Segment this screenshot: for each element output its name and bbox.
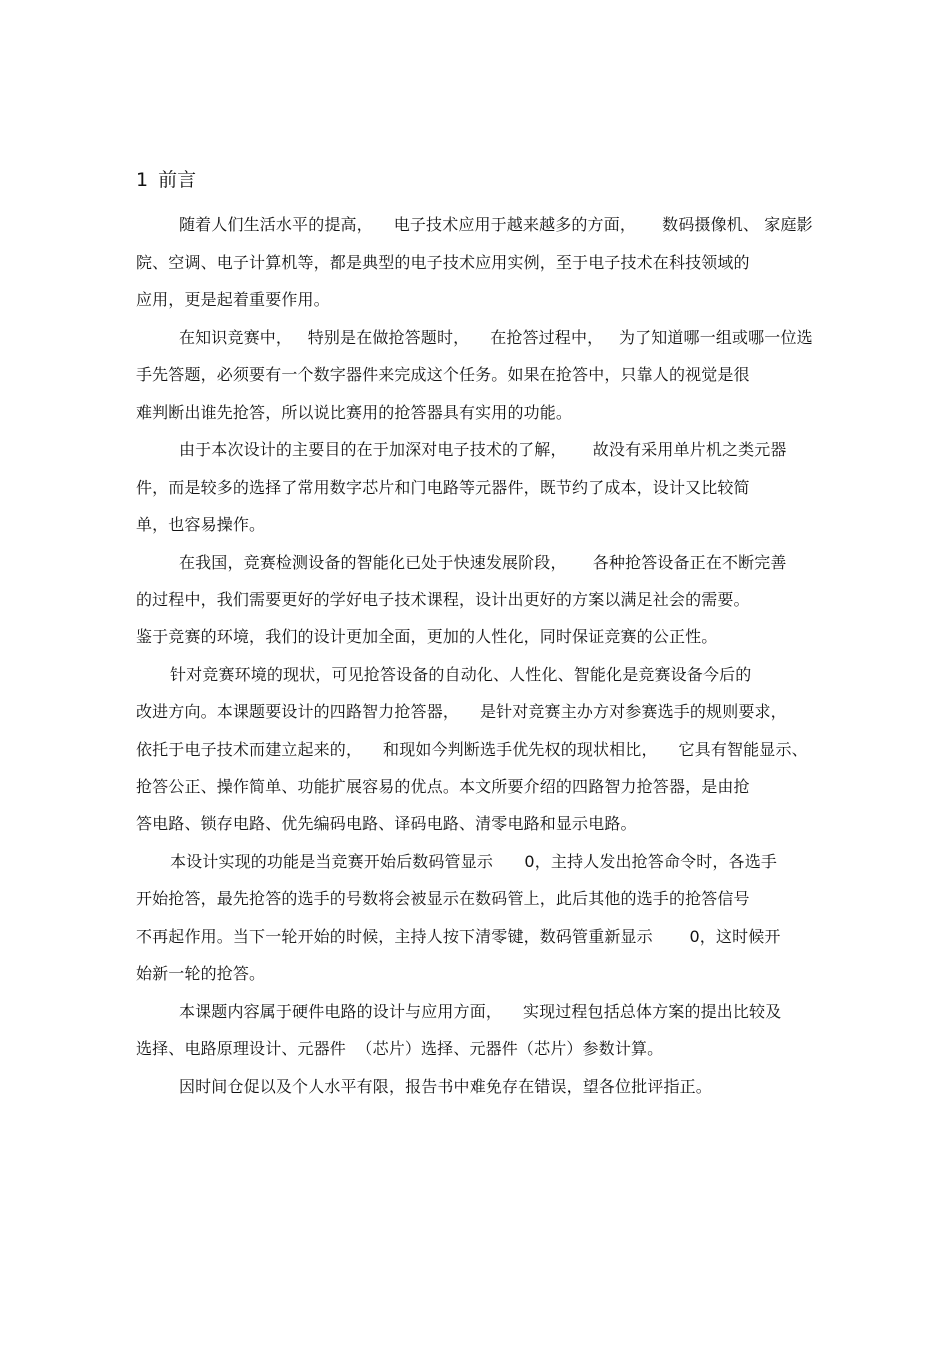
text-line: 的过程中，我们需要更好的学好电子技术课程，设计出更好的方案以满足社会的需要。 xyxy=(136,590,750,609)
text-line: 本设计实现的功能是当竞赛开始后数码管显示 0，主持人发出抢答命令时，各选手 xyxy=(170,852,777,871)
text-line: 答电路、锁存电路、优先编码电路、译码电路、清零电路和显示电路。 xyxy=(136,814,637,833)
text-line: 随着人们生活水平的提高， 电子技术应用于越来越多的方面， 数码摄像机、 家庭影 xyxy=(179,215,813,234)
text-line: 开始抢答，最先抢答的选手的号数将会被显示在数码管上，此后其他的选手的抢答信号 xyxy=(136,889,750,908)
text-line: 本课题内容属于硬件电路的设计与应用方面， 实现过程包括总体方案的提出比较及 xyxy=(179,1002,782,1021)
text-line: 单，也容易操作。 xyxy=(136,515,266,534)
text-line: 针对竞赛环境的现状，可见抢答设备的自动化、人性化、智能化是竞赛设备今后的 xyxy=(170,665,752,684)
text-line: 在知识竞赛中， 特别是在做抢答题时， 在抢答过程中， 为了知道哪一组或哪一位选 xyxy=(179,328,813,347)
text-line: 在我国，竞赛检测设备的智能化已处于快速发展阶段， 各种抢答设备正在不断完善 xyxy=(179,553,787,572)
text-line: 选择、电路原理设计、元器件 （芯片）选择、元器件（芯片）参数计算。 xyxy=(136,1039,664,1058)
text-line: 应用，更是起着重要作用。 xyxy=(136,290,330,309)
text-line: 由于本次设计的主要目的在于加深对电子技术的了解， 故没有采用单片机之类元器 xyxy=(179,440,787,459)
section-title: 前言 xyxy=(158,169,197,191)
text-line: 件，而是较多的选择了常用数字芯片和门电路等元器件，既节约了成本，设计又比较简 xyxy=(136,478,750,497)
text-line: 抢答公正、操作简单、功能扩展容易的优点。本文所要介绍的四路智力抢答器，是由抢 xyxy=(136,777,750,796)
text-line: 院、空调、电子计算机等，都是典型的电子技术应用实例，至于电子技术在科技领域的 xyxy=(136,253,750,272)
text-line: 始新一轮的抢答。 xyxy=(136,964,266,983)
text-line: 手先答题，必须要有一个数字器件来完成这个任务。如果在抢答中，只靠人的视觉是很 xyxy=(136,365,750,384)
text-line: 鉴于竞赛的环境，我们的设计更加全面，更加的人性化，同时保证竞赛的公正性。 xyxy=(136,627,718,646)
text-line: 不再起作用。当下一轮开始的时候，主持人按下清零键，数码管重新显示 0，这时候开 xyxy=(136,927,781,946)
text-line: 改进方向。本课题要设计的四路智力抢答器， 是针对竞赛主办方对参赛选手的规则要求， xyxy=(136,702,787,721)
text-line: 因时间仓促以及个人水平有限，报告书中难免存在错误，望各位批评指正。 xyxy=(179,1077,712,1096)
text-line: 依托于电子技术而建立起来的， 和现如今判断选手优先权的现状相比， 它具有智能显示、 xyxy=(136,740,808,759)
section-number: 1 xyxy=(136,169,149,191)
text-line: 难判断出谁先抢答，所以说比赛用的抢答器具有实用的功能。 xyxy=(136,403,573,422)
section-heading xyxy=(136,167,196,193)
